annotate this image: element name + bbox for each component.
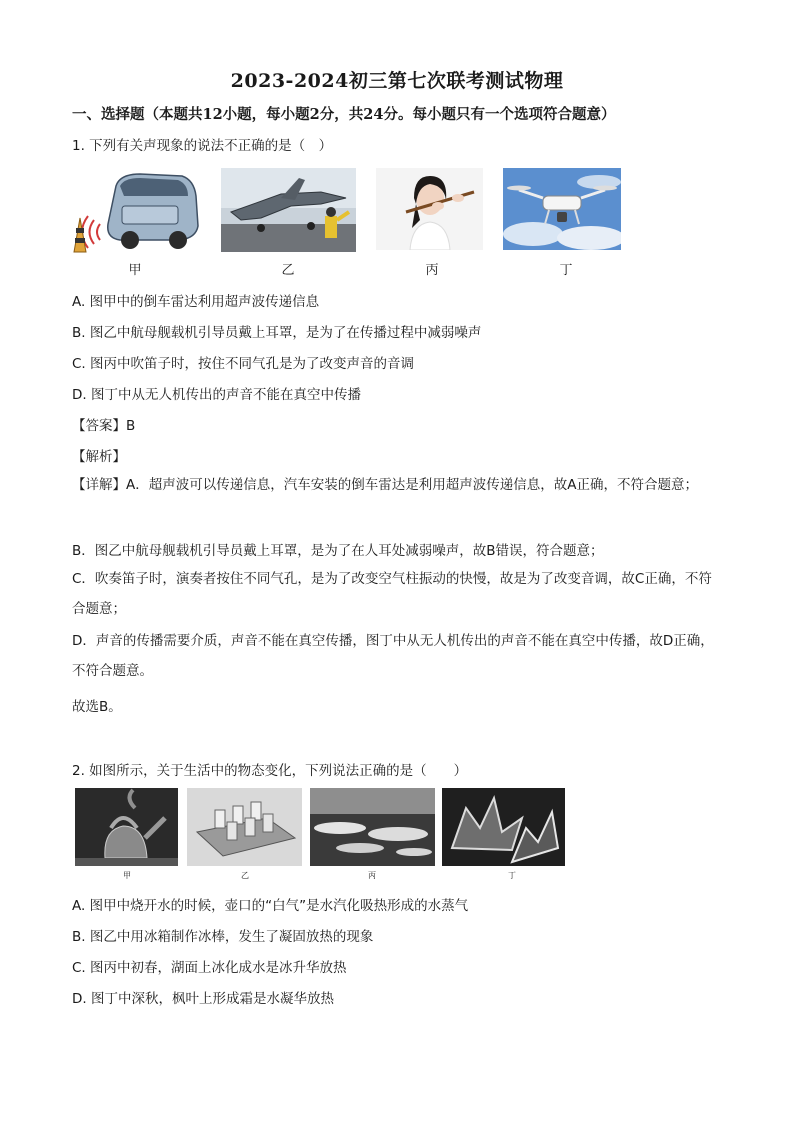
q1-caption-bing: 丙 (425, 263, 439, 278)
q1-option-b: B. 图乙中航母舰载机引导员戴上耳罩，是为了在传播过程中减弱噪声 (72, 325, 482, 341)
q2-caption-jia: 甲 (123, 871, 131, 880)
q1-caption-ding: 丁 (559, 263, 573, 278)
page-title: 2023-2024初三第七次联考测试物理 (230, 70, 564, 92)
q2-option-d: D. 图丁中深秋，枫叶上形成霜是水凝华放热 (72, 991, 334, 1007)
q1-analysis-label: 【解析】 (72, 449, 126, 465)
section-header: 一、选择题（本题共12小题，每小题2分，共24分。每小题只有一个选项符合题意） (72, 106, 616, 123)
q2-image-lake-ice (310, 788, 435, 866)
q2-option-b: B. 图乙中用冰箱制作冰棒，发生了凝固放热的现象 (72, 929, 374, 945)
q1-answer: 【答案】B (72, 418, 136, 434)
q1-image-jet (221, 168, 356, 252)
q2-option-c: C. 图丙中初春，湖面上冰化成水是冰升华放热 (72, 960, 347, 976)
q2-caption-ding: 丁 (508, 871, 516, 880)
q2-option-a: A. 图甲中烧开水的时候，壶口的“白气”是水汽化吸热形成的水蒸气 (72, 898, 469, 914)
q1-stem: 1. 下列有关声现象的说法不正确的是（ ） (72, 138, 333, 154)
q1-option-a: A. 图甲中的倒车雷达利用超声波传递信息 (72, 294, 320, 310)
q1-conclusion: 故选B。 (72, 699, 122, 715)
q1-detail-a: 【详解】A．超声波可以传递信息，汽车安装的倒车雷达是利用超声波传递信息，故A正确，不符合题意； (72, 477, 698, 493)
q2-image-kettle (75, 788, 178, 866)
q2-stem: 2. 如图所示，关于生活中的物态变化，下列说法正确的是（ ） (72, 763, 468, 779)
q1-caption-jia: 甲 (128, 263, 142, 278)
q1-option-d: D. 图丁中从无人机传出的声音不能在真空中传播 (72, 387, 361, 403)
q2-caption-yi: 乙 (241, 871, 249, 880)
q1-caption-yi: 乙 (281, 263, 295, 278)
q1-detail-d: D．声音的传播需要介质，声音不能在真空传播，图丁中从无人机传出的声音不能在真空中传播，故D正确，不符合题意。 (72, 633, 714, 679)
q1-detail-b: B．图乙中航母舰载机引导员戴上耳罩，是为了在人耳处减弱噪声，故B错误，符合题意； (72, 543, 604, 559)
q1-image-drone (503, 168, 621, 250)
q1-option-c: C. 图丙中吹笛子时，按住不同气孔是为了改变声音的音调 (72, 356, 415, 372)
q1-detail-c: C．吹奏笛子时，演奏者按住不同气孔，是为了改变空气柱振动的快慢，故是为了改变音调，故C正确，不符合题意； (72, 571, 712, 617)
q2-image-ice-pops (187, 788, 302, 866)
q1-image-car (70, 166, 200, 256)
q2-image-frost-leaves (442, 788, 565, 866)
q1-image-flute (376, 168, 483, 250)
q2-caption-bing: 丙 (368, 871, 376, 880)
